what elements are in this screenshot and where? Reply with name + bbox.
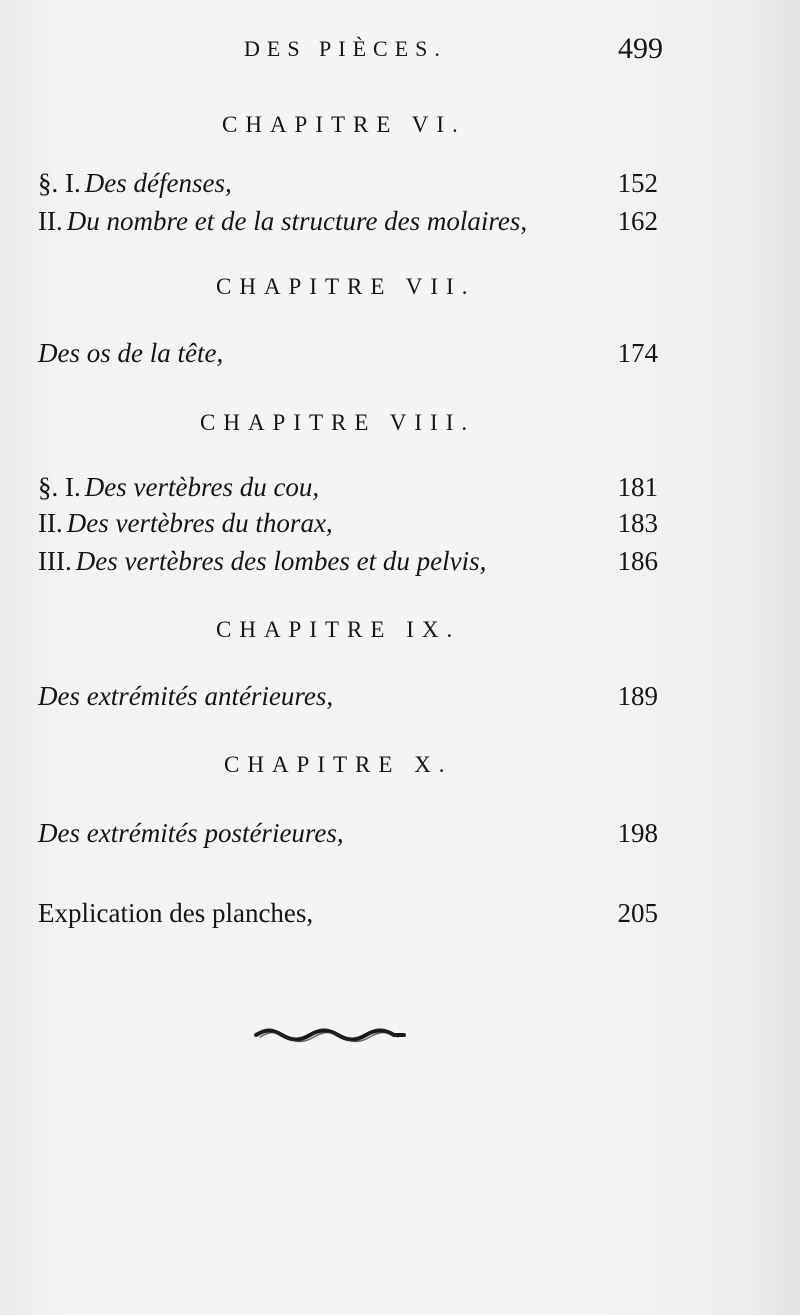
entry-number: II. xyxy=(38,508,63,538)
entry-page-number: 183 xyxy=(617,508,658,538)
toc-entry[interactable] xyxy=(38,168,658,204)
toc-entry[interactable] xyxy=(38,898,658,934)
toc-entry[interactable] xyxy=(38,472,658,508)
entry-number: §. I. xyxy=(38,168,81,198)
chapter-heading-vi: CHAPITRE VI. xyxy=(222,112,466,137)
toc-entry[interactable] xyxy=(38,338,658,374)
entry-title: Des vertèbres du cou, xyxy=(84,472,320,502)
entry-title: Des vertèbres du thorax, xyxy=(66,508,333,538)
entry-number: III. xyxy=(38,546,72,576)
toc-entry[interactable] xyxy=(38,206,658,242)
entry-title: Des os de la tête, xyxy=(38,338,224,368)
entry-title: Des vertèbres des lombes et du pelvis, xyxy=(75,546,487,576)
chapter-heading-x: CHAPITRE X. xyxy=(224,752,453,777)
entry-page-number: 198 xyxy=(617,818,658,848)
entry-title: Des extrémités antérieures, xyxy=(38,681,334,711)
entry-page-number: 162 xyxy=(617,206,658,236)
entry-page-number: 152 xyxy=(617,168,658,198)
entry-page-number: 186 xyxy=(617,546,658,576)
entry-page-number: 205 xyxy=(617,898,658,928)
running-head: DES PIÈCES. xyxy=(244,36,447,61)
entry-title: Des extrémités postérieures, xyxy=(38,818,344,848)
chapter-heading-vii: CHAPITRE VII. xyxy=(216,274,476,299)
toc-entry[interactable] xyxy=(38,818,658,854)
chapter-heading-ix: CHAPITRE IX. xyxy=(216,617,461,642)
entry-title: Des défenses, xyxy=(84,168,232,198)
page-number: 499 xyxy=(618,32,663,65)
entry-number: II. xyxy=(38,206,63,236)
wavy-rule-ornament-icon xyxy=(254,1021,406,1047)
entry-page-number: 174 xyxy=(617,338,658,368)
chapter-heading-viii: CHAPITRE VIII. xyxy=(200,410,476,435)
entry-page-number: 189 xyxy=(617,681,658,711)
wavy-rule-ornament-svg xyxy=(254,1021,406,1047)
ornament-stroke xyxy=(256,1031,404,1040)
entry-page-number: 181 xyxy=(617,472,658,502)
toc-entry[interactable] xyxy=(38,681,658,717)
entry-title: Explication des planches, xyxy=(38,898,314,928)
entry-title: Du nombre et de la structure des molaires, xyxy=(66,206,528,236)
toc-entry[interactable] xyxy=(38,546,658,582)
ornament-shadow xyxy=(260,1033,398,1042)
entry-number: §. I. xyxy=(38,472,81,502)
toc-entry[interactable] xyxy=(38,508,658,544)
